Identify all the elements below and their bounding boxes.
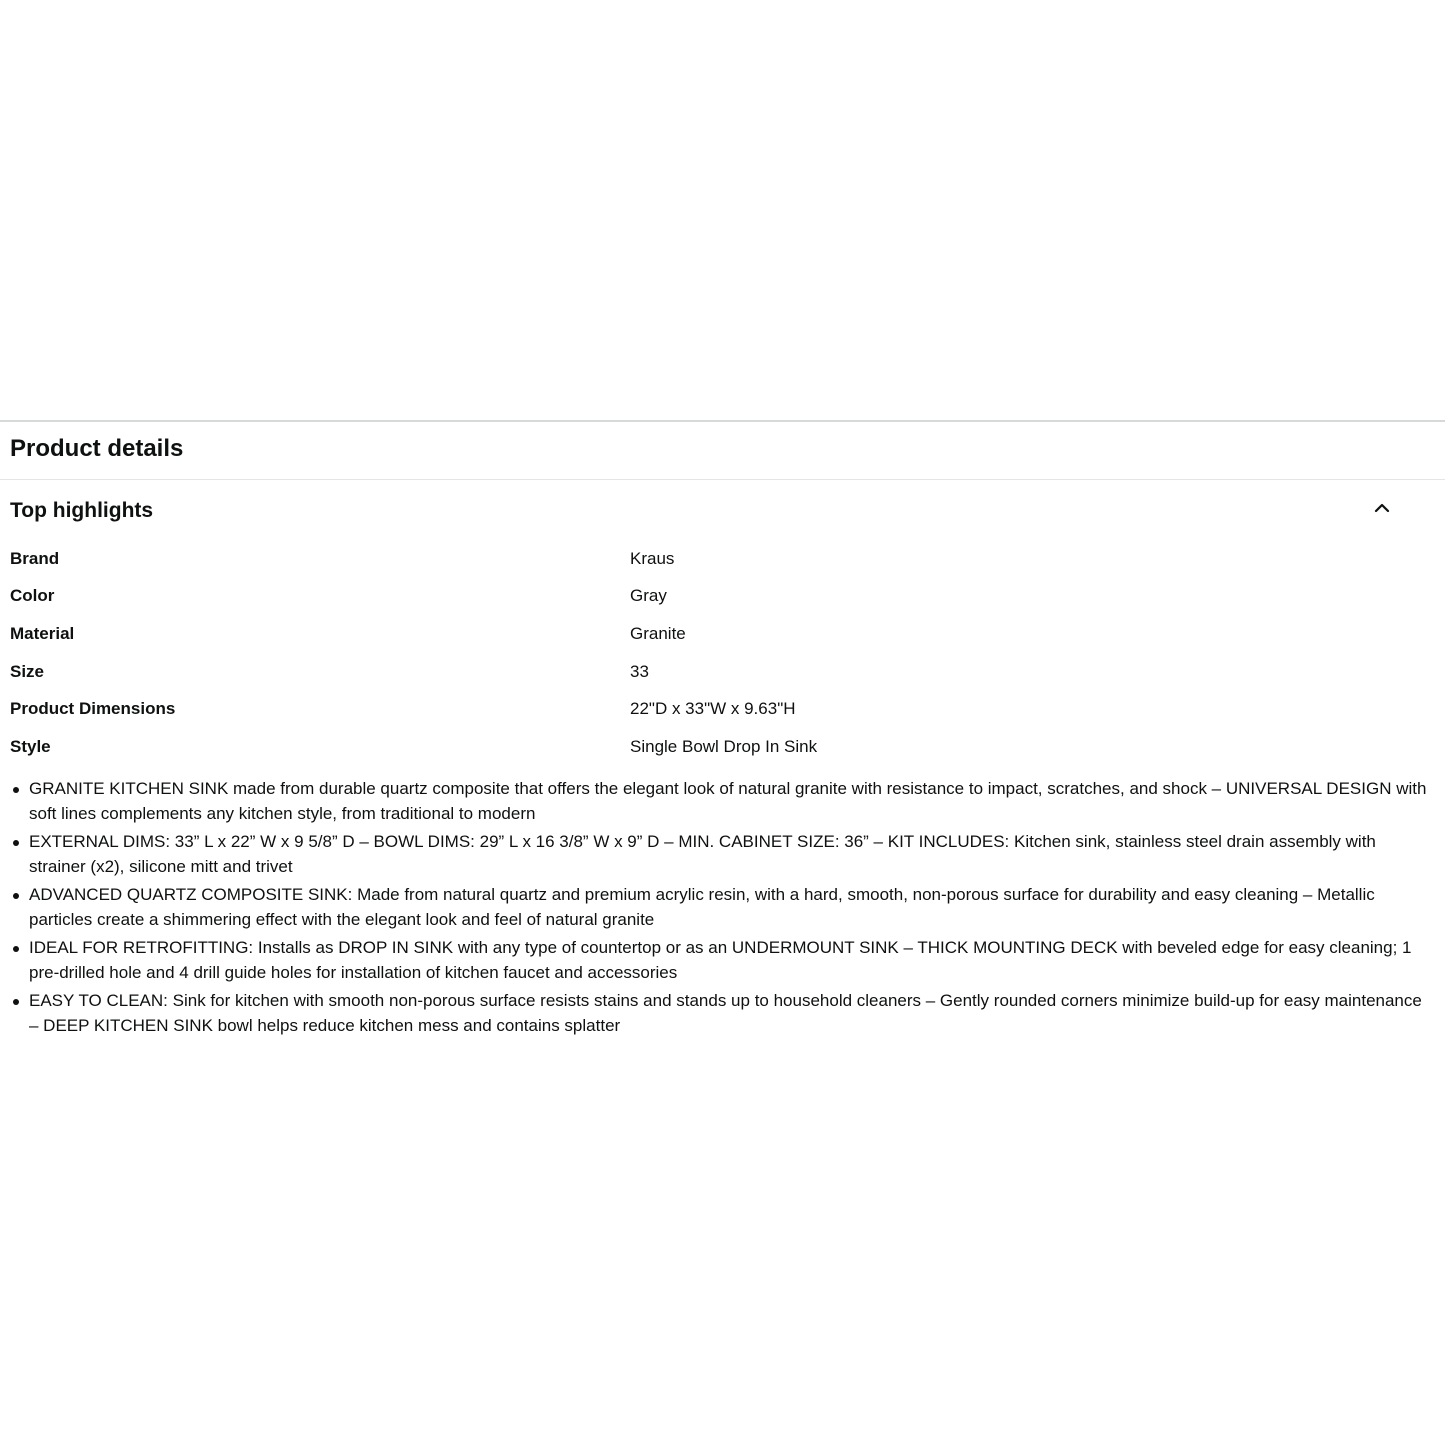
- section-divider-top: [0, 420, 1445, 422]
- spec-row-brand: [10, 540, 1430, 578]
- feature-bullet: [10, 777, 1430, 826]
- bullet-dot-icon: [13, 946, 19, 952]
- spec-value: Single Bowl Drop In Sink: [630, 736, 818, 756]
- spec-label: Brand: [10, 548, 60, 568]
- bullet-dot-icon: [13, 999, 19, 1005]
- bullet-dot-icon: [13, 893, 19, 899]
- spec-row-material: [10, 615, 1430, 653]
- spec-row-size: [10, 653, 1430, 691]
- spec-label: Material: [10, 623, 75, 643]
- feature-bullet-text: EXTERNAL DIMS: 33” L x 22” W x 9 5/8” D – BOWL DIMS: 29” L x 16 3/8” W x 9” D – MIN. CABINET SIZE: 36” – KIT INCLUDES: Kitchen sink, stainless steel drain assembly with strainer (x2), silicone mitt and trivet: [29, 832, 1376, 876]
- top-highlights-heading: Top highlights: [10, 499, 154, 522]
- feature-bullet: [10, 883, 1430, 932]
- spec-value: 22"D x 33"W x 9.63"H: [630, 699, 796, 719]
- bullet-dot-icon: [13, 787, 19, 793]
- feature-bullet-text: GRANITE KITCHEN SINK made from durable quartz composite that offers the elegant look of natural granite with resistance to impact, scratches, and shock – UNIVERSAL DESIGN with soft lines complements any kitchen style, from traditional to modern: [29, 779, 1427, 823]
- spec-value: Gray: [630, 586, 667, 606]
- specs-table: [10, 540, 1430, 766]
- feature-bullet: [10, 936, 1430, 985]
- spec-row-style: [10, 728, 1430, 766]
- feature-bullet: [10, 830, 1430, 879]
- spec-label: Product Dimensions: [10, 699, 176, 719]
- feature-bullet-text: IDEAL FOR RETROFITTING: Installs as DROP IN SINK with any type of countertop or as an UNDERMOUNT SINK – THICK MOUNTING DECK with beveled edge for easy cleaning; 1 pre-drilled hole and 4 drill guide holes for installation of kitchen faucet and accessories: [29, 938, 1412, 982]
- feature-bullet-list: [10, 777, 1430, 1042]
- spec-value: 33: [630, 661, 649, 681]
- spec-row-color: [10, 578, 1430, 616]
- spec-label: Style: [10, 736, 51, 756]
- spec-label: Color: [10, 586, 55, 606]
- top-highlights-expander[interactable]: [0, 490, 1445, 534]
- chevron-up-icon[interactable]: [1370, 496, 1394, 520]
- feature-bullet-text: ADVANCED QUARTZ COMPOSITE SINK: Made from natural quartz and premium acrylic resin, with a hard, smooth, non-porous surface for durability and easy cleaning – Metallic particles create a shimmering effect with the elegant look and feel of natural granite: [29, 885, 1375, 929]
- product-details-heading: Product details: [10, 435, 184, 462]
- bullet-dot-icon: [13, 840, 19, 846]
- spec-row-product-dimensions: [10, 690, 1430, 728]
- spec-value: Granite: [630, 623, 686, 643]
- feature-bullet: [10, 989, 1430, 1038]
- section-divider: [0, 479, 1445, 480]
- feature-bullet-text: EASY TO CLEAN: Sink for kitchen with smooth non-porous surface resists stains and stands up to household cleaners – Gently rounded corners minimize build-up for easy maintenance – DEEP KITCHEN SINK bowl helps reduce kitchen mess and contains splatter: [29, 991, 1422, 1035]
- spec-label: Size: [10, 661, 45, 681]
- spec-value: Kraus: [630, 548, 675, 568]
